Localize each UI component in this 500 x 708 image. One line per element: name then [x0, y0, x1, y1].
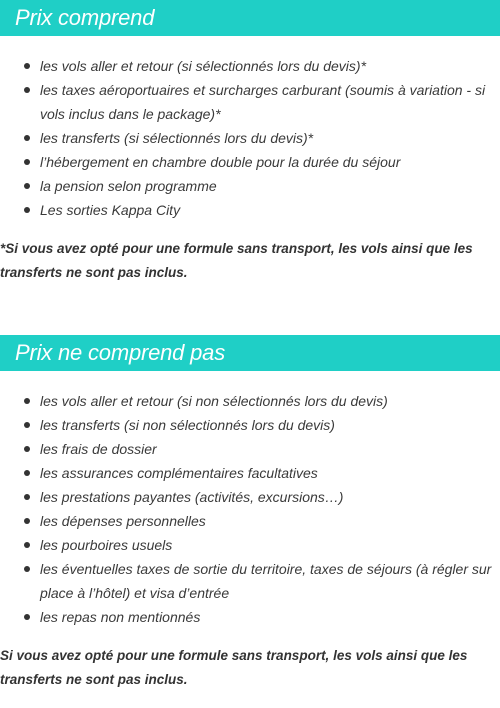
- bullet-icon: [24, 63, 30, 69]
- list-item: [0, 126, 500, 150]
- list-item: [0, 533, 500, 557]
- list-item-text: les prestations payantes (activités, excursions…): [40, 489, 344, 505]
- list-item-text: les taxes aéroportuaires et surcharges carburant (soumis à variation - si vols inclus dans le package)*: [40, 82, 486, 122]
- list-item: [0, 78, 500, 126]
- list-item: [0, 174, 500, 198]
- bullet-icon: [24, 398, 30, 404]
- list-item: [0, 605, 500, 629]
- included-footnote: *Si vous avez opté pour une formule sans transport, les vols ainsi que les transferts ne sont pas inclus.: [0, 241, 473, 280]
- list-item-text: les assurances complémentaires facultatives: [40, 465, 318, 481]
- list-item: [0, 54, 500, 78]
- list-item: [0, 198, 500, 222]
- bullet-icon: [24, 494, 30, 500]
- bullet-icon: [24, 87, 30, 93]
- list-item-text: les transferts (si non sélectionnés lors du devis): [40, 417, 335, 433]
- list-item: [0, 509, 500, 533]
- list-item: [0, 437, 500, 461]
- list-item: [0, 557, 500, 605]
- bullet-icon: [24, 566, 30, 572]
- list-item-text: les frais de dossier: [40, 441, 157, 457]
- list-item-text: les transferts (si sélectionnés lors du devis)*: [40, 130, 314, 146]
- list-item-text: Les sorties Kappa City: [40, 202, 181, 218]
- list-item-text: les vols aller et retour (si sélectionnés lors du devis)*: [40, 58, 367, 74]
- bullet-icon: [24, 518, 30, 524]
- bullet-icon: [24, 207, 30, 213]
- excluded-footnote: Si vous avez opté pour une formule sans transport, les vols ainsi que les transferts ne sont pas inclus.: [0, 648, 468, 687]
- list-item-text: les pourboires usuels: [40, 537, 173, 553]
- bullet-icon: [24, 470, 30, 476]
- list-item-text: les vols aller et retour (si non sélectionnés lors du devis): [40, 393, 388, 409]
- list-item-text: les repas non mentionnés: [40, 609, 201, 625]
- list-item: [0, 150, 500, 174]
- list-item: [0, 485, 500, 509]
- list-item-text: l’hébergement en chambre double pour la durée du séjour: [40, 154, 401, 170]
- excluded-list: [0, 389, 500, 629]
- list-item: [0, 461, 500, 485]
- bullet-icon: [24, 183, 30, 189]
- bullet-icon: [24, 446, 30, 452]
- list-item-text: les éventuelles taxes de sortie du territoire, taxes de séjours (à régler sur place à l’hôtel) et visa d’entrée: [40, 561, 492, 601]
- included-list: [0, 54, 500, 222]
- excluded-section-title: Prix ne comprend pas: [0, 335, 500, 371]
- included-section-title: Prix comprend: [0, 0, 500, 36]
- bullet-icon: [24, 542, 30, 548]
- list-item: [0, 389, 500, 413]
- bullet-icon: [24, 614, 30, 620]
- bullet-icon: [24, 422, 30, 428]
- bullet-icon: [24, 135, 30, 141]
- list-item-text: les dépenses personnelles: [40, 513, 206, 529]
- list-item-text: la pension selon programme: [40, 178, 217, 194]
- list-item: [0, 413, 500, 437]
- bullet-icon: [24, 159, 30, 165]
